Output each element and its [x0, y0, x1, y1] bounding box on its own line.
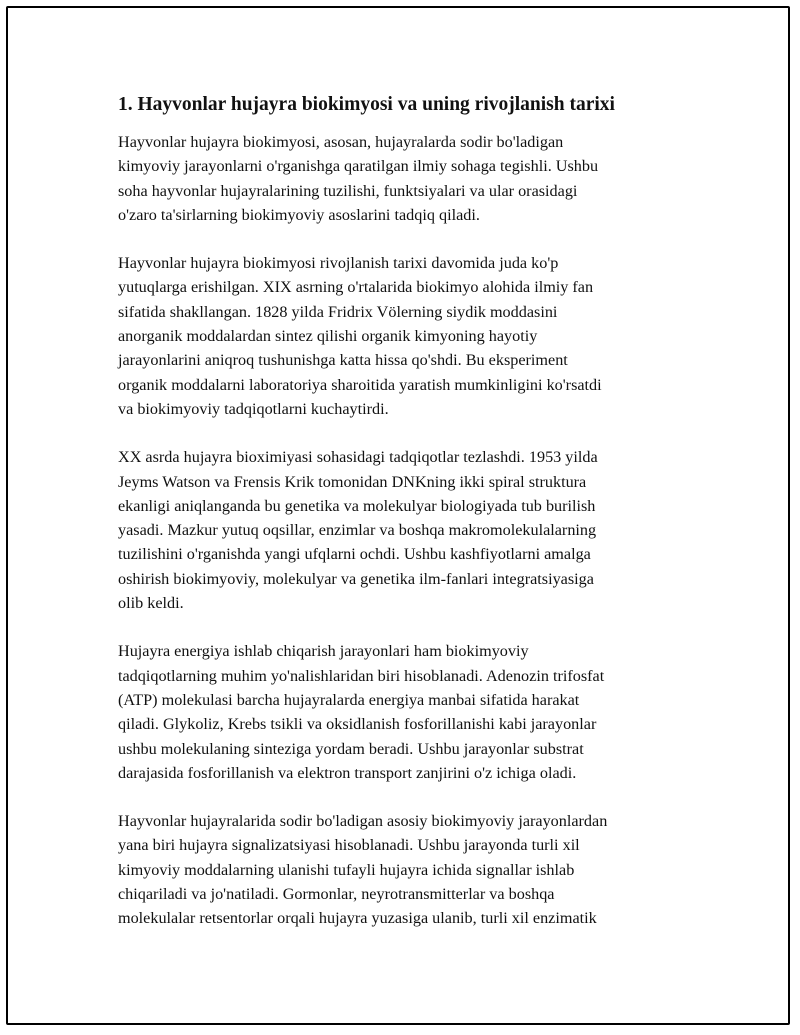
- text-line: sifatida shakllangan. 1828 yilda Fridrix Völerning siydik moddasini: [118, 302, 558, 321]
- text-line: Hayvonlar hujayra biokimyosi rivojlanish tarixi davomida juda ko'p: [118, 254, 559, 273]
- text-line: soha hayvonlar hujayralarining tuzilishi, funktsiyalari va ular orasidagi: [118, 181, 578, 200]
- paragraph-3: [118, 445, 684, 615]
- text-line: oshirish biokimyoviy, molekulyar va genetika ilm-fanlari integratsiyasiga: [118, 569, 594, 588]
- paragraph-1: [118, 130, 684, 227]
- paragraph-2: [118, 251, 684, 421]
- text-line: o'zaro ta'sirlarning biokimyoviy asoslarini tadqiq qiladi.: [118, 205, 480, 224]
- text-line: XX asrda hujayra bioximiyasi sohasidagi tadqiqotlar tezlashdi. 1953 yilda: [118, 448, 598, 467]
- text-line: Hujayra energiya ishlab chiqarish jarayonlari ham biokimyoviy: [118, 642, 529, 661]
- text-line: yasadi. Mazkur yutuq oqsillar, enzimlar va boshqa makromolekulalarning: [118, 521, 597, 540]
- text-line: Jeyms Watson va Frensis Krik tomonidan DNKning ikki spiral struktura: [118, 472, 587, 491]
- text-line: Hayvonlar hujayralarida sodir bo'ladigan asosiy biokimyoviy jarayonlardan: [118, 812, 608, 831]
- document-body: [118, 92, 684, 955]
- paragraph-5: [118, 809, 684, 930]
- text-line: organik moddalarni laboratoriya sharoitida yaratish mumkinligini ko'rsatdi: [118, 375, 602, 394]
- text-line: va biokimyoviy tadqiqotlarni kuchaytirdi.: [118, 399, 389, 418]
- text-line: qiladi. Glykoliz, Krebs tsikli va oksidlanish fosforillanishi kabi jarayonlar: [118, 715, 597, 734]
- text-line: jarayonlarini aniqroq tushunishga katta hissa qo'shdi. Bu eksperiment: [118, 351, 568, 370]
- text-line: molekulalar retsentorlar orqali hujayra yuzasiga ulanib, turli xil enzimatik: [118, 909, 597, 928]
- text-line: darajasida fosforillanish va elektron transport zanjirini o'z ichiga oladi.: [118, 763, 577, 782]
- text-line: anorganik moddalardan sintez qilishi organik kimyoning hayotiy: [118, 327, 538, 346]
- text-line: kimyoviy jarayonlarni o'rganishga qaratilgan ilmiy sohaga tegishli. Ushbu: [118, 157, 599, 176]
- text-line: chiqariladi va jo'natiladi. Gormonlar, neyrotransmitterlar va boshqa: [118, 885, 555, 904]
- text-line: kimyoviy moddalarning ulanishi tufayli hujayra ichida signallar ishlab: [118, 860, 575, 879]
- text-line: olib keldi.: [118, 594, 184, 613]
- text-line: yana biri hujayra signalizatsiyasi hisoblanadi. Ushbu jarayonda turli xil: [118, 836, 580, 855]
- paragraph-4: [118, 639, 684, 785]
- text-line: tadqiqotlarning muhim yo'nalishlaridan biri hisoblanadi. Adenozin trifosfat: [118, 666, 605, 685]
- text-line: tuzilishini o'rganishda yangi ufqlarni ochdi. Ushbu kashfiyotlarni amalga: [118, 545, 591, 564]
- text-line: (ATP) molekulasi barcha hujayralarda energiya manbai sifatida harakat: [118, 690, 580, 709]
- section-heading: 1. Hayvonlar hujayra biokimyosi va uning rivojlanish tarixi: [118, 94, 615, 115]
- text-line: Hayvonlar hujayra biokimyosi, asosan, hujayralarda sodir bo'ladigan: [118, 133, 564, 151]
- text-line: ushbu molekulaning sinteziga yordam beradi. Ushbu jarayonlar substrat: [118, 739, 584, 758]
- text-line: yutuqlarga erishilgan. XIX asrning o'rtalarida biokimyo alohida ilmiy fan: [118, 278, 594, 297]
- text-line: ekanligi aniqlanganda bu genetika va molekulyar biologiyada tub burilish: [118, 496, 596, 515]
